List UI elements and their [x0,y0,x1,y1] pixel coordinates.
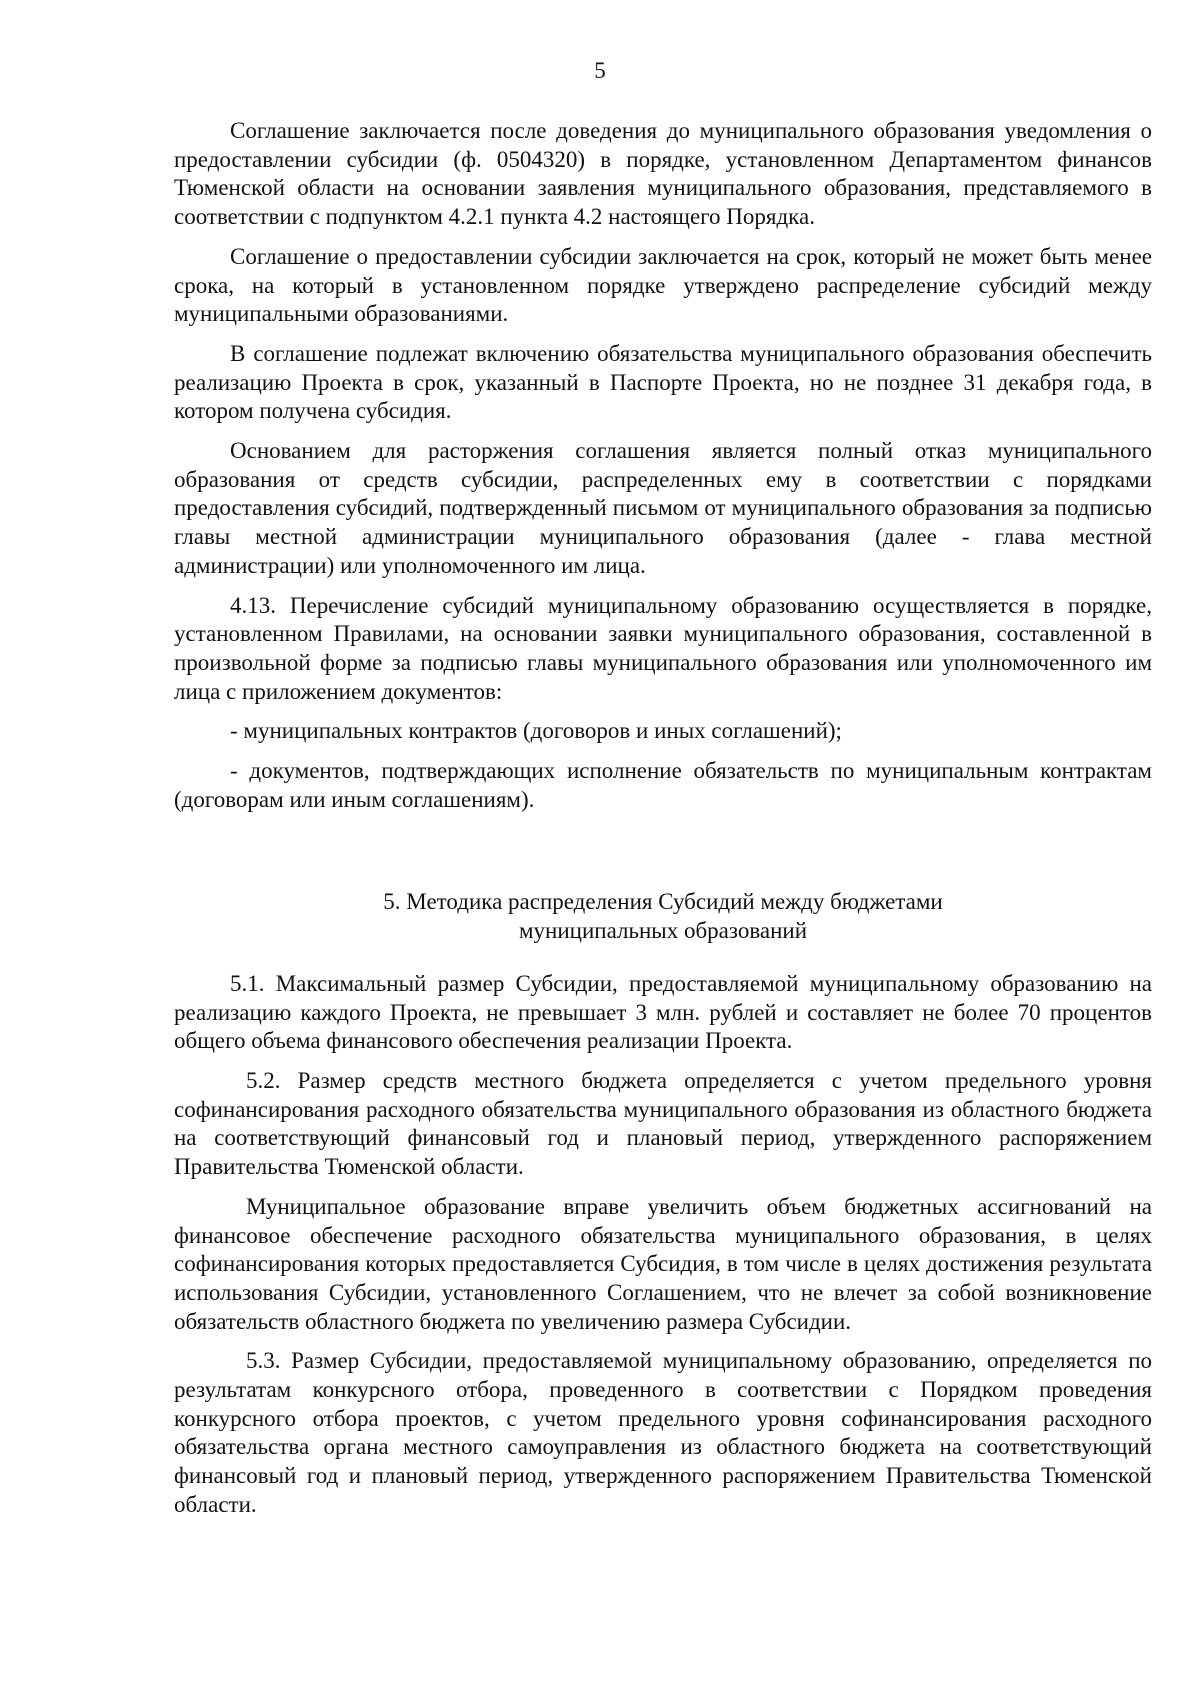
paragraph-municipal-increase: Муниципальное образование вправе увеличить объем бюджетных ассигнований на финансовое обеспечение расходного обязательства муниципального образования, в целях софинансирования которых предоставляется Субсидия, в том числе в целях достижения результата использования Субсидии, установленного Соглашением, что не влечет за собой возникновение обязательств областного бюджета по увеличению размера Субсидии. [174,1193,1152,1334]
paragraph-agreement-conclusion: Соглашение заключается после доведения до муниципального образования уведомления о предоставлении субсидии (ф. 0504320) в порядке, установленном Департаментом финансов Тюменской области на основании заявления муниципального образования, представляемого в соответствии с подпунктом 4.2.1 пункта 4.2 настоящего Порядка. [174,118,1152,230]
paragraph-5-3: 5.3. Размер Субсидии, предоставляемой муниципальному образованию, определяется по результатам конкурсного отбора, проведенного в соответствии с Порядком проведения конкурсного отбора проектов, с учетом предельного уровня софинансирования расходного обязательства органа местного самоуправления из областного бюджета на соответствующий финансовый год и плановый период, утвержденного распоряжением Правительства Тюменской области. [174,1348,1152,1517]
paragraph-agreement-term: Соглашение о предоставлении субсидии заключается на срок, который не может быть менее срока, на который в установленном порядке утверждено распределение субсидий между муниципальными образованиями. [174,243,1152,327]
section-5-heading-line-2: муниципальных образований [518,918,808,944]
paragraph-agreement-obligations: В соглашение подлежат включению обязательства муниципального образования обеспечить реализацию Проекта в срок, указанный в Паспорте Проекта, но не позднее 31 декабря года, в котором получена субсидия. [174,340,1152,424]
paragraph-4-13-transfer: 4.13. Перечисление субсидий муниципальному образованию осуществляется в порядке, установленном Правилами, на основании заявки муниципального образования, составленной в произвольной форме за подписью главы муниципального образования или уполномоченного им лица с приложением документов: [174,592,1152,704]
section-5-heading [174,888,1152,945]
list-item-documents: - документов, подтверждающих исполнение обязательств по муниципальным контрактам (договорам или иным соглашениям). [174,758,1152,812]
paragraph-5-1: 5.1. Максимальный размер Субсидии, предоставляемой муниципальному образованию на реализацию каждого Проекта, не превышает 3 млн. рублей и составляет не более 70 процентов общего объема финансового обеспечения реализации Проекта. [174,970,1152,1054]
paragraph-agreement-termination: Основанием для расторжения соглашения является полный отказ муниципального образования от средств субсидии, распределенных ему в соответствии с порядками предоставления субсидий, подтвержденный письмом от муниципального образования за подписью главы местной администрации муниципального образования (далее - глава местной администрации) или уполномоченного им лица. [174,438,1152,578]
document-body [174,117,1152,1531]
list-item-contracts: - муниципальных контрактов (договоров и иных соглашений); [230,718,842,744]
section-5-heading-line-1: 5. Методика распределения Субсидий между бюджетами [383,889,943,915]
page-number: 5 [594,58,606,83]
paragraph-5-2: 5.2. Размер средств местного бюджета определяется с учетом предельного уровня софинансирования расходного обязательства муниципального образования из областного бюджета на соответствующий финансовый год и плановый период, утвержденного распоряжением Правительства Тюменской области. [174,1067,1152,1180]
